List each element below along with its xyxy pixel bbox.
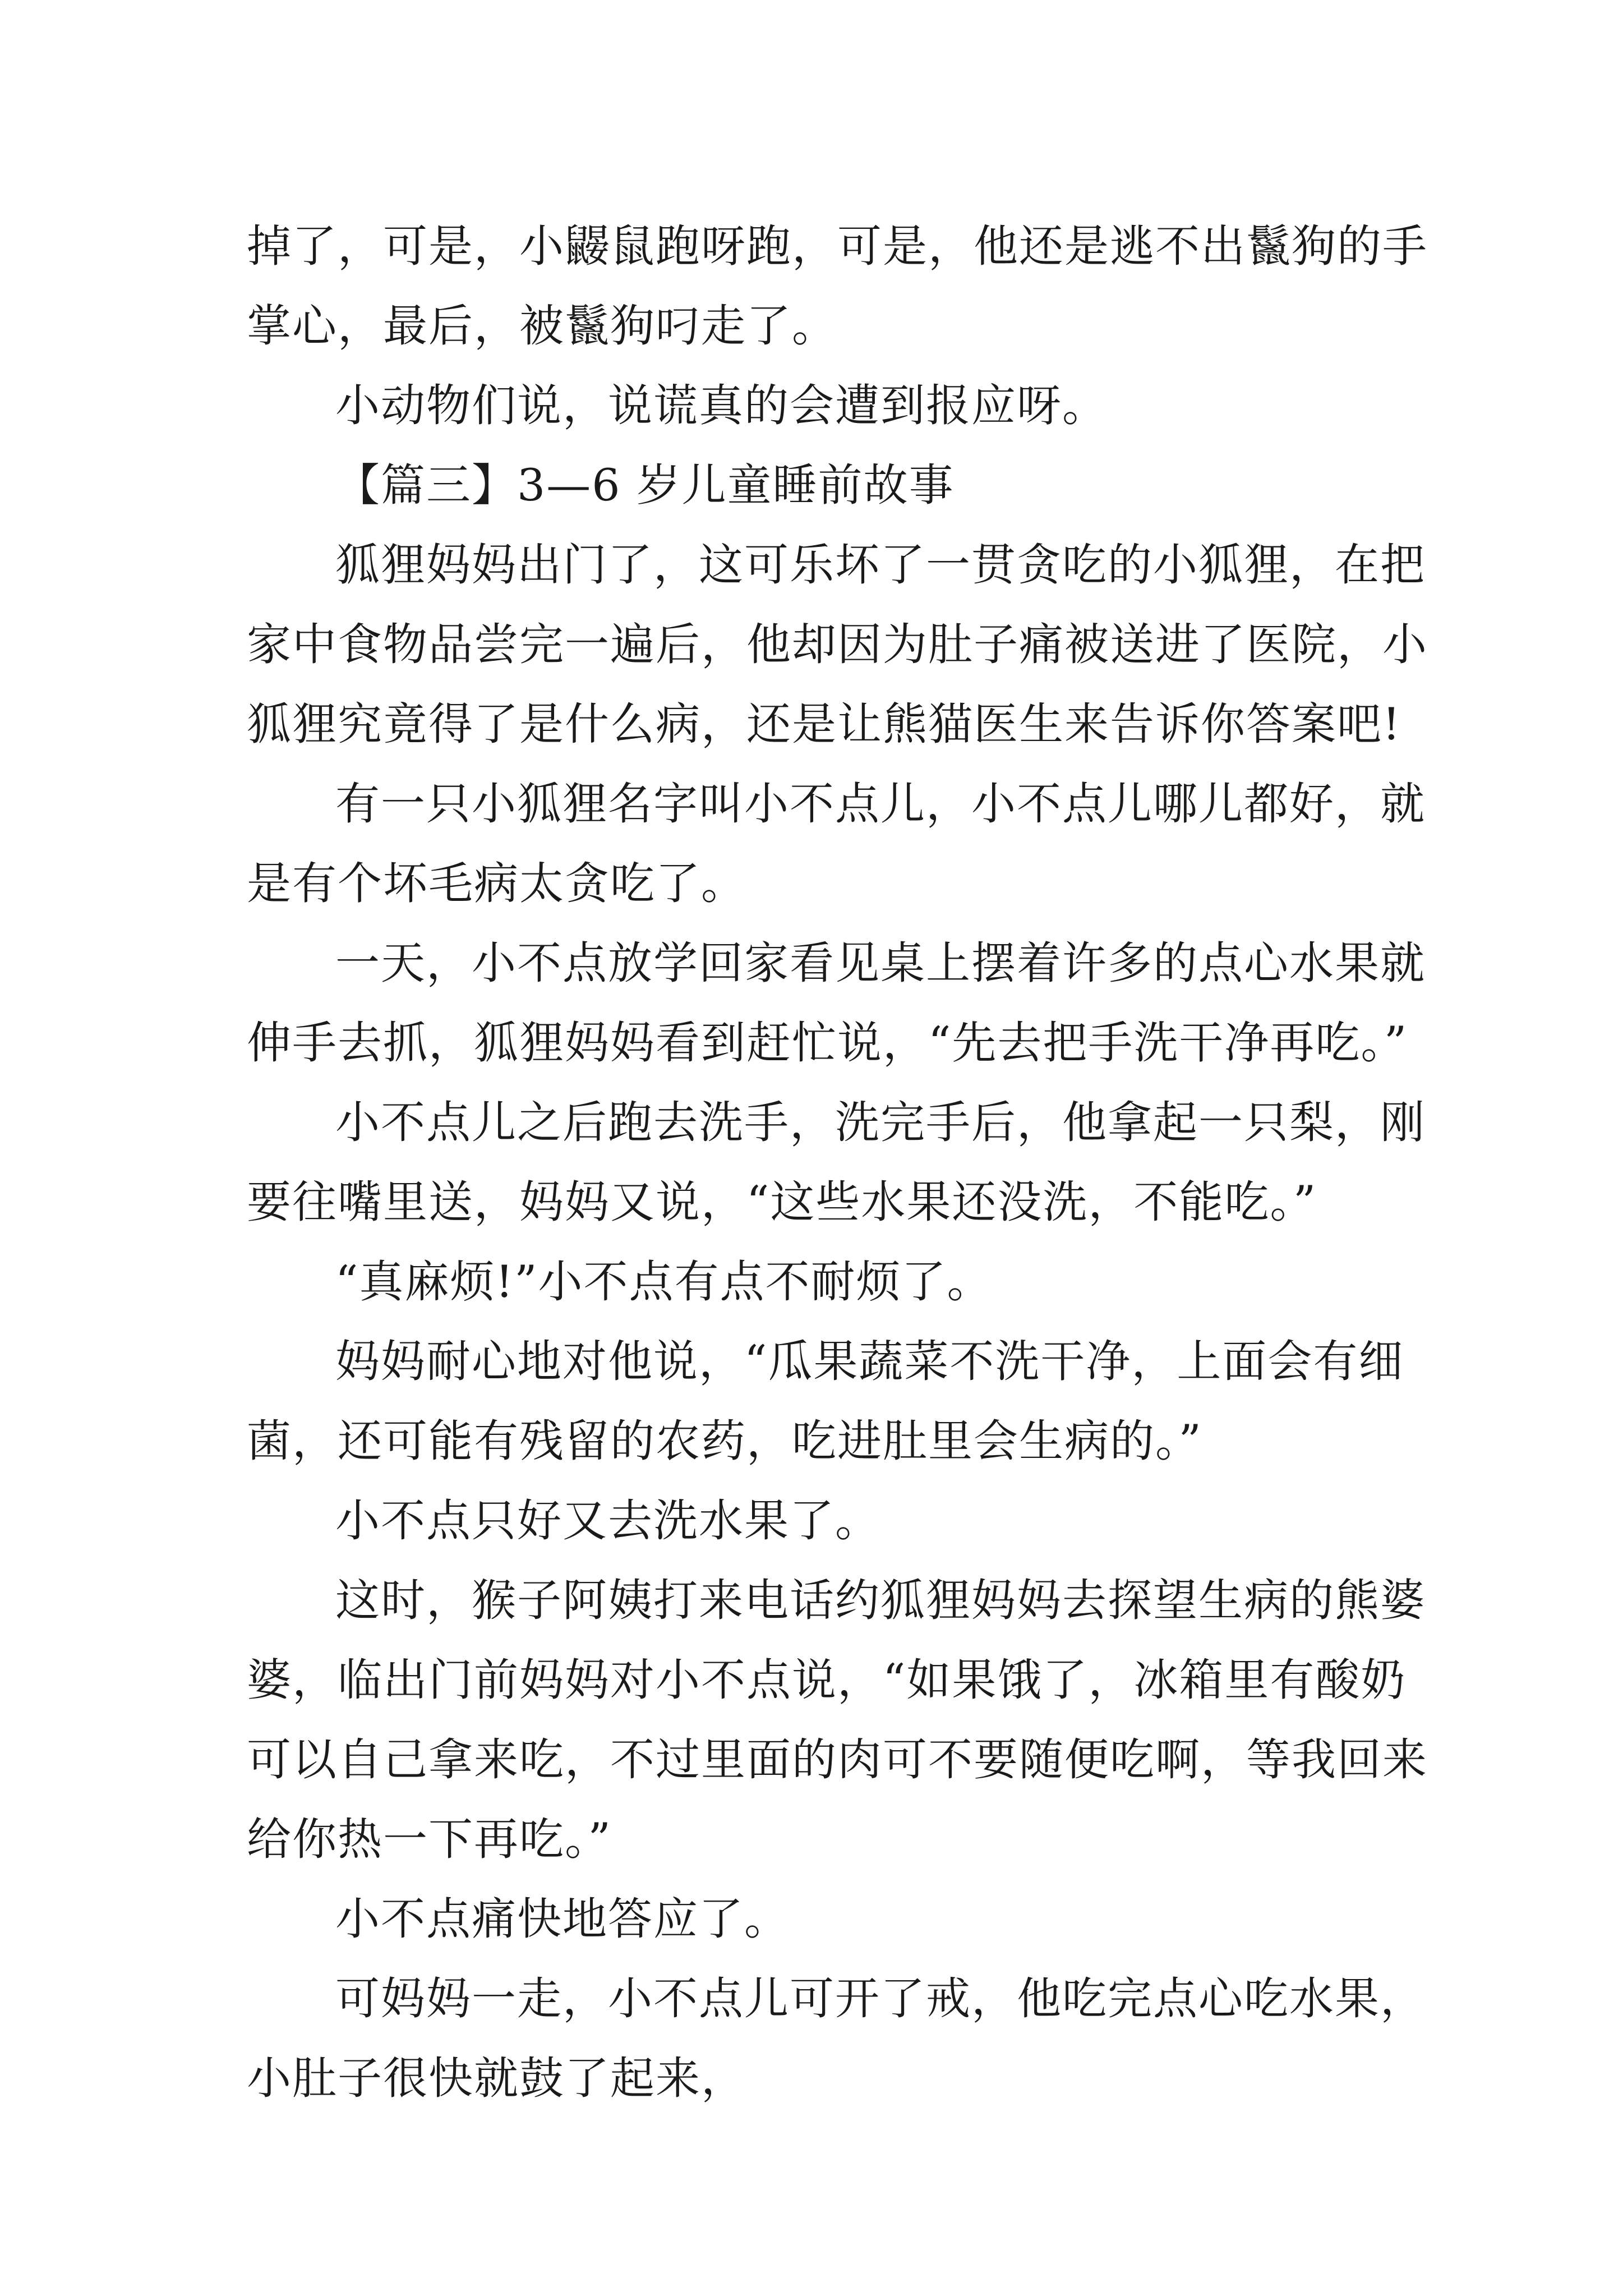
text-line: 一天，小不点放学回家看见桌上摆着许多的点心水果就 (335, 937, 1426, 989)
text-line: 这时，猴子阿姨打来电话约狐狸妈妈去探望生病的熊婆 (335, 1575, 1426, 1626)
text-line: “真麻烦!”小不点有点不耐烦了。 (335, 1256, 993, 1308)
text-line: 要往嘴里送，妈妈又说，“这些水果还没洗，不能吃。” (247, 1176, 1317, 1228)
text-line: 掌心，最后，被鬣狗叼走了。 (247, 300, 837, 352)
text-line: 婆，临出门前妈妈对小不点说，“如果饿了，冰箱里有酸奶 (247, 1654, 1407, 1706)
text-line: 可以自己拿来吃，不过里面的肉可不要随便吃啊，等我回来 (247, 1734, 1428, 1786)
text-line: 有一只小狐狸名字叫小不点儿，小不点儿哪儿都好，就 (335, 778, 1426, 830)
text-line: 小不点痛快地答应了。 (335, 1893, 790, 1945)
text-line: 小动物们说，说谎真的会遭到报应呀。 (335, 380, 1108, 431)
text-line: 【篇三】3—6 岁儿童睡前故事 (335, 459, 955, 511)
text-line: 给你热一下再吃。” (247, 1814, 612, 1865)
text-line: 可妈妈一走，小不点儿可开了戒，他吃完点心吃水果， (335, 1973, 1426, 2024)
text-line: 小不点只好又去洗水果了。 (335, 1495, 880, 1547)
text-line: 菌，还可能有残留的农药，吃进肚里会生病的。” (247, 1415, 1202, 1467)
story-text (247, 206, 1428, 2118)
text-line: 妈妈耐心地对他说，“瓜果蔬菜不洗干净，上面会有细 (335, 1336, 1404, 1387)
text-line: 伸手去抓，狐狸妈妈看到赶忙说，“先去把手洗干净再吃。” (247, 1017, 1408, 1069)
text-line: 狐狸妈妈出门了，这可乐坏了一贯贪吃的小狐狸，在把 (335, 539, 1426, 591)
text-line: 小肚子很快就鼓了起来， (247, 2053, 746, 2104)
text-line: 掉了，可是，小鼹鼠跑呀跑，可是，他还是逃不出鬣狗的手 (247, 220, 1428, 272)
text-line: 是有个坏毛病太贪吃了。 (247, 858, 746, 909)
text-line: 小不点儿之后跑去洗手，洗完手后，他拿起一只梨，刚 (335, 1097, 1426, 1148)
text-line: 家中食物品尝完一遍后，他却因为肚子痛被送进了医院，小 (247, 619, 1428, 670)
text-line: 狐狸究竟得了是什么病，还是让熊猫医生来告诉你答案吧! (247, 698, 1401, 750)
